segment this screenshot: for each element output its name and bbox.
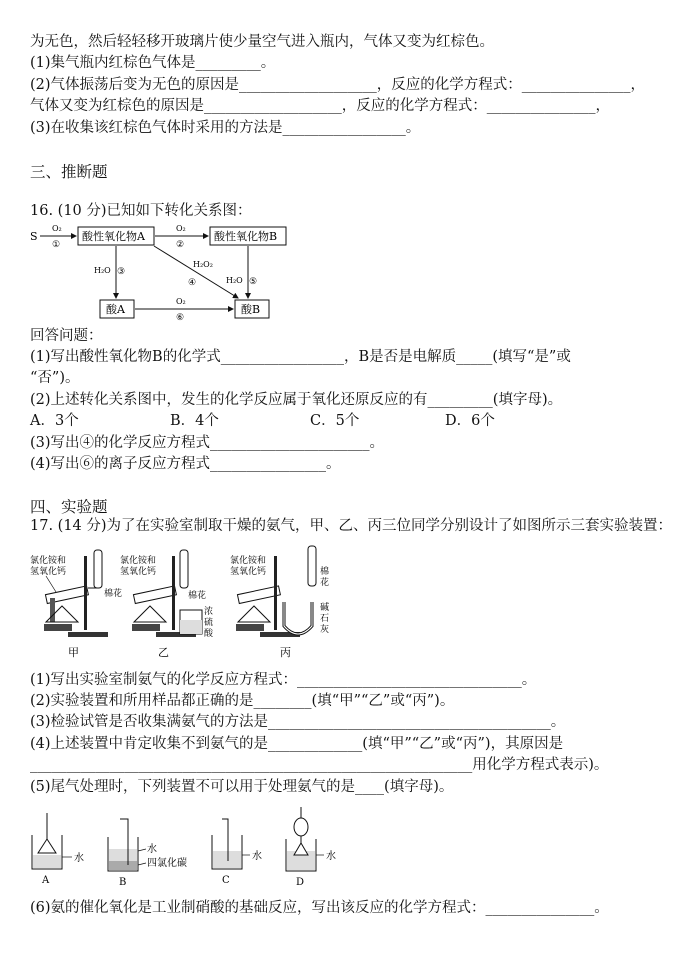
svg-text:四氯化碳: 四氯化碳 (147, 858, 187, 869)
svg-text:氢氧化钙: 氢氧化钙 (30, 567, 67, 577)
apparatus-yi (120, 550, 214, 659)
q16-part3: (3)写出④的化学反应方程式______________________。 (30, 435, 385, 451)
apparatus-bing (230, 546, 329, 659)
beaker-label-d: D (296, 877, 305, 887)
beaker-d (286, 807, 336, 887)
beaker-b (108, 819, 187, 887)
diagram-oxide-b: 酸性氧化物B (214, 230, 278, 243)
q16-part1a: (1)写出酸性氧化物B的化学式_________________，B是否是电解质_____(填写“是”或 (30, 349, 571, 365)
q16-option-d: D．6个 (445, 413, 495, 429)
q15-part1: (1)集气瓶内红棕色气体是_________。 (30, 55, 276, 71)
q17-part6: (6)氨的催化氧化是工业制硝酸的基础反应，写出该反应的化学方程式：_______________。 (30, 900, 609, 916)
svg-text:浓: 浓 (204, 607, 214, 617)
apparatus-caption-yi: 乙 (158, 646, 169, 659)
diagram-acid-a: 酸A (106, 303, 125, 316)
apparatus-caption-jia: 甲 (68, 646, 79, 659)
svg-text:氯化铵和: 氯化铵和 (230, 556, 267, 566)
q16-part2: (2)上述转化关系图中，发生的化学反应属于氧化还原反应的有_________(填字母)。 (30, 392, 563, 408)
svg-text:O₂: O₂ (176, 224, 186, 233)
q16-part4: (4)写出⑥的离子反应方程式________________。 (30, 456, 341, 472)
svg-text:①: ① (52, 240, 61, 250)
diagram-acid-b: 酸B (241, 303, 261, 316)
svg-text:棉花: 棉花 (104, 589, 123, 599)
svg-text:氢氧化钙: 氢氧化钙 (230, 567, 267, 577)
q15-part2a: (2)气体振荡后变为无色的原因是___________________，反应的化学方程式：_______________， (30, 77, 646, 93)
svg-text:酸: 酸 (204, 629, 214, 639)
svg-text:花: 花 (320, 578, 330, 588)
q16-conversion-diagram (28, 222, 298, 322)
svg-text:水: 水 (147, 844, 157, 855)
svg-text:棉花: 棉花 (188, 591, 207, 601)
q16-option-c: C．5个 (310, 413, 360, 429)
q17-part2: (2)实验装置和所用样品都正确的是________(填“甲”“乙”或“丙”)。 (30, 693, 455, 709)
q17-part5: (5)尾气处理时，下列装置不可以用于处理氨气的是____(填字母)。 (30, 779, 454, 795)
q15-part3: (3)在收集该红棕色气体时采用的方法是_________________。 (30, 120, 421, 136)
apparatus-caption-bing: 丙 (280, 646, 291, 659)
q17-part3: (3)检验试管是否收集满氨气的方法是_______________________________________。 (30, 714, 566, 730)
svg-text:石: 石 (320, 614, 330, 624)
svg-text:③: ③ (117, 267, 126, 277)
svg-text:氢氧化钙: 氢氧化钙 (120, 567, 157, 577)
svg-text:水: 水 (74, 853, 84, 864)
svg-text:O₂: O₂ (176, 297, 186, 306)
svg-text:H₂O: H₂O (226, 276, 243, 285)
q16-option-b: B．4个 (170, 413, 219, 429)
beaker-label-a: A (42, 875, 50, 886)
q15-part2b: 气体又变为红棕色的原因是___________________，反应的化学方程式：_______________， (30, 98, 610, 114)
diagram-start-s: S (30, 230, 38, 243)
q16-answer-label: 回答问题： (30, 328, 103, 344)
section-4-title: 四、实验题 (30, 498, 108, 516)
svg-text:棉: 棉 (320, 567, 330, 577)
q16-option-a: A．3个 (30, 413, 79, 429)
section-3-title: 三、推断题 (30, 163, 108, 181)
beaker-c (212, 819, 262, 886)
q15-intro: 为无色，然后轻轻移开玻璃片使少量空气进入瓶内，气体又变为红棕色。 (30, 34, 494, 50)
apparatus-jia (30, 550, 122, 659)
q17-part4a: (4)上述装置中肯定收集不到氨气的是_____________(填“甲”“乙”或“丙”)，其原因是 (30, 736, 564, 752)
svg-text:H₂O₂: H₂O₂ (193, 260, 213, 269)
beaker-label-c: C (222, 875, 230, 886)
svg-text:④: ④ (188, 278, 197, 288)
svg-text:灰: 灰 (320, 625, 330, 635)
svg-text:水: 水 (326, 851, 336, 862)
svg-text:硫: 硫 (204, 618, 214, 628)
q17-heading: 17. (14 分)为了在实验室制取干燥的氨气，甲、乙、丙三位同学分别设计了如图所示三套实验装置： (30, 518, 673, 534)
svg-text:水: 水 (252, 851, 262, 862)
svg-text:⑤: ⑤ (249, 277, 258, 287)
diagram-oxide-a: 酸性氧化物A (82, 230, 145, 243)
q17-beaker-options (28, 805, 348, 887)
svg-text:⑥: ⑥ (176, 313, 185, 322)
beaker-label-b: B (119, 877, 127, 887)
q16-heading: 16. (10 分)已知如下转化关系图： (30, 203, 252, 219)
svg-text:H₂O: H₂O (94, 266, 111, 275)
q17-part1: (1)写出实验室制氨气的化学反应方程式：_______________________________。 (30, 672, 537, 688)
q17-apparatus-figure (28, 540, 340, 660)
svg-text:碱: 碱 (320, 603, 330, 613)
q17-part4b: _____________________________________________________________用化学方程式表示)。 (30, 757, 609, 773)
svg-text:氯化铵和: 氯化铵和 (120, 556, 157, 566)
svg-text:O₂: O₂ (52, 224, 62, 233)
beaker-a (32, 813, 84, 886)
svg-text:氯化铵和: 氯化铵和 (30, 556, 67, 566)
svg-text:②: ② (176, 240, 185, 250)
q16-part1b: “否”)。 (30, 370, 80, 386)
